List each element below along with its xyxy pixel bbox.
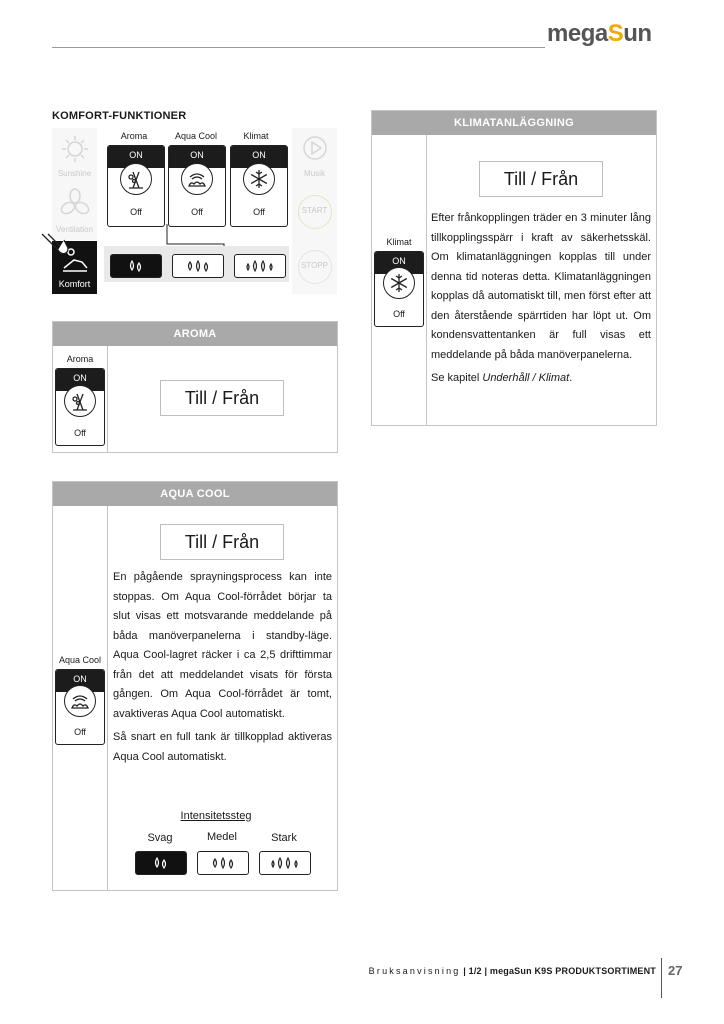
intensity-medel-button[interactable]: [197, 851, 249, 875]
komfort-label: Komfort: [58, 279, 91, 289]
off-state: Off: [130, 207, 142, 217]
on-state: ON: [56, 670, 104, 692]
on-state: ON: [231, 146, 287, 168]
panel-label-aqua-cool: Aqua Cool: [174, 131, 218, 141]
fan-icon: [60, 188, 90, 218]
page-number: 27: [668, 963, 683, 978]
panel-intensity-medel[interactable]: [172, 254, 224, 278]
aqua-cool-icon: [181, 163, 213, 195]
klimat-button-label: Klimat: [386, 237, 412, 247]
aqua-cool-icon: [64, 685, 96, 717]
music-icon: [300, 133, 330, 163]
snowflake-icon: [383, 267, 415, 299]
drops-1-icon: [151, 856, 171, 870]
chapter-reference: Underhåll / Klimat: [482, 372, 570, 384]
ghost-label-start: START: [301, 206, 328, 215]
on-state: ON: [108, 146, 164, 168]
intensity-title: Intensitetssteg: [180, 810, 252, 822]
footer-rule: [661, 958, 662, 998]
aroma-button-label: Aroma: [66, 354, 94, 364]
intensity-label-stark: Stark: [271, 832, 297, 844]
megasun-logo: megaSun: [547, 20, 652, 47]
aqua-cool-till-fran: Till / Från: [160, 524, 284, 560]
ghost-column-left: [52, 128, 97, 240]
drops-2-icon: [185, 259, 211, 273]
aqua-cool-paragraph-2: Så snart en full tank är tillkopplad aktiveras Aqua Cool automatiskt.: [113, 731, 332, 763]
ghost-label-ventilation: Ventilation: [56, 225, 93, 234]
klimat-description: [431, 209, 651, 393]
aqua-cool-button[interactable]: [55, 669, 105, 745]
drops-3-icon: [244, 259, 276, 273]
drops-1-icon: [126, 259, 146, 273]
intensity-svag-button[interactable]: [135, 851, 187, 875]
panel-klimat-button[interactable]: [230, 145, 288, 227]
aqua-cool-table-header: AQUA COOL: [53, 482, 337, 506]
aroma-icon: [64, 385, 96, 417]
ghost-label-stopp: STOPP: [301, 261, 328, 270]
intensity-label-svag: Svag: [147, 832, 173, 844]
klimat-paragraph-1: Efter frånkopplingen träder en 3 minuter lång tillkopplingsspärr i kraft av säkerhetsskäl. Om klimatanläggningen kopplas till under denna tid noteras detta. Klimatanläggningen kopplas då automatiskt till, men först efter att den återstående spärrtiden har löpt ut. Om kondensvattentanken är full visas ett meddelande på båda manöverpanelerna.: [431, 212, 651, 361]
klimat-table-header: KLIMATANLÄGGNING: [372, 111, 656, 135]
footer-text: Bruksanvisning | 1/2 | megaSun K9S PRODUKTSORTIMENT: [368, 966, 656, 976]
intensity-label-medel: Medel: [207, 831, 237, 843]
aqua-cool-table: [52, 481, 338, 891]
pointing-hand-icon: [38, 228, 72, 262]
off-state: Off: [74, 727, 86, 737]
on-state: ON: [169, 146, 225, 168]
sunshine-icon: [60, 134, 90, 164]
snowflake-icon: [243, 163, 275, 195]
drops-2-icon: [210, 856, 236, 870]
panel-aqua-cool-button[interactable]: [168, 145, 226, 227]
aqua-cool-paragraph-1: En pågående sprayningsprocess kan inte stoppas. Om Aqua Cool-förrådet börjar ta slut visas ett motsvarande meddelande på båda manöverpanelerna i standby-läge. Aqua Cool-lagret räcker i ca 2,5 drifttimmar från det att meddelandet visats för första gången. Om Aqua Cool-förrådet är tomt, avaktiveras Aqua Cool automatiskt.: [113, 571, 332, 720]
aroma-table: [52, 321, 338, 453]
panel-intensity-stark[interactable]: [234, 254, 286, 278]
panel-intensity-svag[interactable]: [110, 254, 162, 278]
intensity-stark-button[interactable]: [259, 851, 311, 875]
aroma-button[interactable]: [55, 368, 105, 446]
off-state: Off: [191, 207, 203, 217]
on-state: ON: [56, 369, 104, 391]
ghost-label-musik: Musik: [304, 169, 325, 178]
drops-3-icon: [269, 856, 301, 870]
aqua-cool-description: [113, 568, 332, 771]
ghost-column-right: [292, 128, 337, 294]
off-state: Off: [74, 428, 86, 438]
klimat-button[interactable]: [374, 251, 424, 327]
komfort-panel: [52, 128, 337, 298]
aroma-table-header: AROMA: [53, 322, 337, 346]
off-state: Off: [393, 309, 405, 319]
klimat-table: [371, 110, 657, 426]
panel-aroma-button[interactable]: [107, 145, 165, 227]
klimat-till-fran: Till / Från: [479, 161, 603, 197]
aroma-till-fran: Till / Från: [160, 380, 284, 416]
aqua-cool-button-label: Aqua Cool: [58, 655, 102, 665]
off-state: Off: [253, 207, 265, 217]
klimat-paragraph-2: Se kapitel Underhåll / Klimat.: [431, 372, 573, 384]
panel-label-klimat: Klimat: [243, 131, 269, 141]
aroma-icon: [120, 163, 152, 195]
header-rule: [52, 47, 545, 48]
section-title-komfort: KOMFORT-FUNKTIONER: [52, 110, 187, 122]
panel-label-aroma: Aroma: [120, 131, 148, 141]
on-state: ON: [375, 252, 423, 274]
ghost-label-sunshine: Sunshine: [57, 169, 92, 178]
